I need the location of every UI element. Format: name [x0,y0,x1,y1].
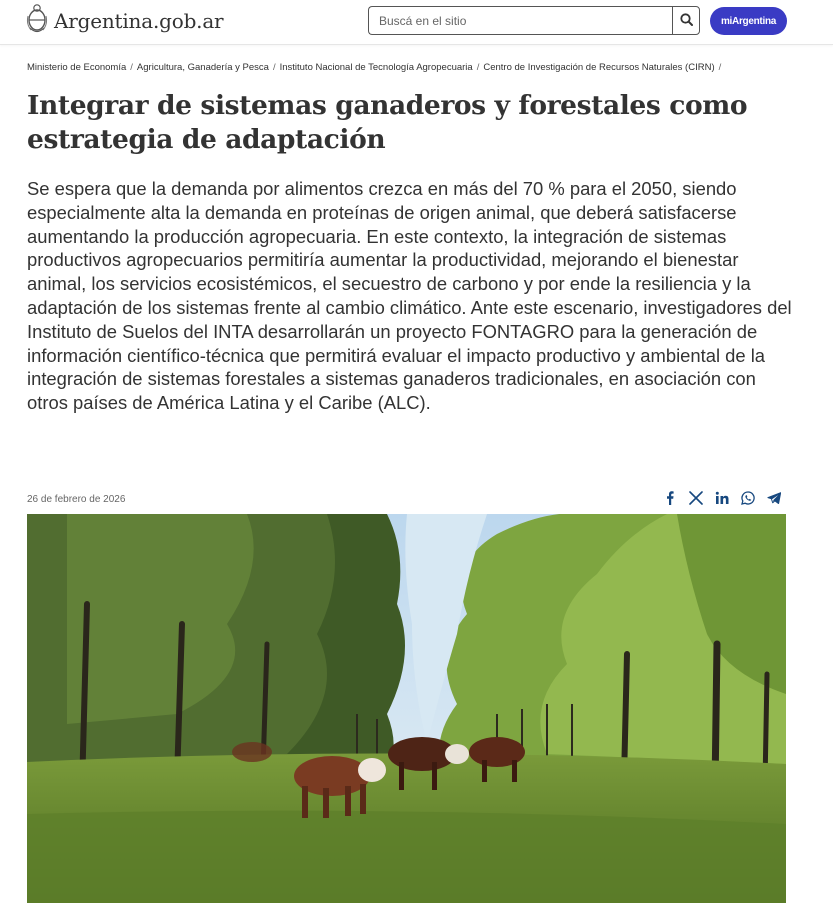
facebook-icon[interactable] [663,490,677,506]
publication-date: 26 de febrero de 2026 [27,494,126,505]
share-bar [663,490,781,506]
search-icon [680,11,693,30]
breadcrumb-item-inta[interactable]: Instituto Nacional de Tecnología Agropecuaria [279,62,473,73]
whatsapp-icon[interactable] [741,490,755,506]
breadcrumb-item-cirn[interactable]: Centro de Investigación de Recursos Naturales (CIRN) [483,62,715,73]
site-header [0,0,833,45]
telegram-icon[interactable] [767,490,781,506]
breadcrumb-item-agricultura[interactable]: Agricultura, Ganadería y Pesca [136,62,269,73]
cattle-in-silvopastoral-field-image [27,514,786,903]
breadcrumb-separator: / [476,62,480,73]
search-bar [368,6,700,35]
breadcrumb-separator: / [130,62,133,73]
search-button[interactable] [672,6,700,35]
site-logo[interactable] [26,4,223,38]
breadcrumb-separator: / [718,62,722,73]
breadcrumb-item-ministerio[interactable]: Ministerio de Economía [27,62,127,73]
search-input[interactable] [368,6,672,35]
article-lead: Se espera que la demanda por alimentos crezca en más del 70 % para el 2050, siendo especialmente alta la demanda en proteínas de origen animal, que deberá satisfacerse aumentando la producción agropecuaria. En este contexto, la integración de sistemas productivos agropecuarios permitiría aumentar la productividad, mejorando el bienestar animal, los servicios ecosistémicos, el secuestro de carbono y por ende la resiliencia y la adaptación de los sistemas frente al cambio climático. Ante este escenario, investigadores del Instituto de Suelos del INTA desarrollarán un proyecto FONTAGRO para la generación de información científico-técnica que permitirá evaluar el impacto productivo y ambiental de la integración de sistemas forestales a sistemas ganaderos tradicionales, en asociación con otros países de América Latina y el Caribe (ALC). [27,178,792,414]
x-twitter-icon[interactable] [689,490,703,506]
argentina-coat-of-arms-icon [26,2,48,40]
page-title: Integrar de sistemas ganaderos y forestales como estrategia de adaptación [27,90,748,155]
article-photo [27,514,786,903]
breadcrumb-separator: / [272,62,276,73]
logo-text: Argentina.gob.ar [54,9,224,33]
breadcrumb [27,62,725,73]
mi-argentina-button[interactable]: miArgentina [710,7,787,35]
linkedin-icon[interactable] [715,490,729,506]
